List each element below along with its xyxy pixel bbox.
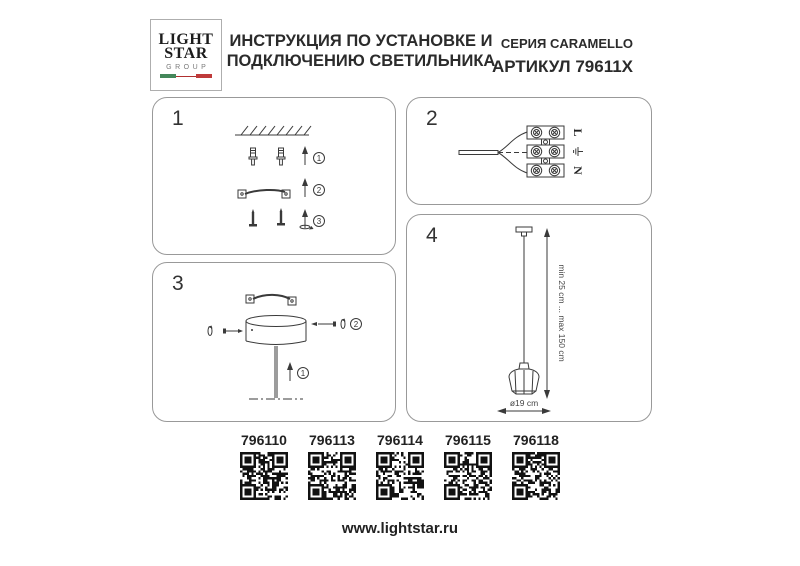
article-code: 796113 bbox=[309, 432, 355, 448]
canopy-icon bbox=[246, 316, 306, 345]
cable-icon bbox=[459, 132, 527, 173]
title-line-1: ИНСТРУКЦИЯ ПО УСТАНОВКЕ И bbox=[229, 32, 493, 50]
qr-code bbox=[240, 452, 288, 500]
ground-symbol-icon bbox=[574, 147, 583, 156]
logo-word-star: STAR bbox=[164, 45, 208, 62]
ceiling-mount-icon bbox=[516, 227, 532, 236]
qr-code bbox=[376, 452, 424, 500]
website-url: www.lightstar.ru bbox=[341, 520, 459, 537]
mounting-bracket-icon bbox=[246, 295, 296, 305]
logo-word-light: LIGHT bbox=[158, 31, 214, 48]
suspension-rod-icon bbox=[275, 346, 277, 398]
diameter-dimension-arrow bbox=[497, 408, 551, 414]
step-2-label: 2 bbox=[316, 185, 322, 195]
live-wire-label: L bbox=[571, 128, 585, 137]
article-item bbox=[369, 432, 431, 505]
diameter-label: ø19 cm bbox=[509, 398, 539, 408]
article-code: 796118 bbox=[513, 432, 559, 448]
logo-word-group: GROUP bbox=[166, 64, 210, 71]
qr-code bbox=[308, 452, 356, 500]
step-panel-1 bbox=[152, 97, 396, 255]
article-label: АРТИКУЛ 79611X bbox=[491, 57, 633, 76]
step-1-label: 1 bbox=[316, 153, 322, 163]
article-code: 796115 bbox=[445, 432, 491, 448]
step-panel-2 bbox=[406, 97, 652, 205]
mounting-bracket-icon bbox=[238, 190, 290, 198]
lamp-shade-icon bbox=[509, 363, 539, 394]
screw-icon bbox=[277, 208, 285, 226]
panel-3-number: 3 bbox=[172, 272, 184, 295]
terminal-screws bbox=[531, 127, 559, 175]
up-arrow-icon bbox=[302, 146, 308, 165]
article-item bbox=[301, 432, 363, 505]
mounting-diagram bbox=[153, 98, 395, 254]
canopy-diagram bbox=[153, 263, 395, 421]
step-panel-3 bbox=[152, 262, 396, 422]
up-arrow-icon bbox=[287, 362, 293, 381]
pendant-dimensions-diagram bbox=[407, 215, 651, 421]
product-info bbox=[492, 36, 633, 77]
lightstar-logo bbox=[150, 19, 222, 91]
side-screw-icon bbox=[311, 319, 346, 329]
wall-anchor-icon bbox=[277, 148, 285, 165]
up-arrow-icon bbox=[302, 178, 308, 197]
step-2-label: 2 bbox=[353, 319, 359, 329]
article-code: 796110 bbox=[241, 432, 287, 448]
step-3-label: 3 bbox=[316, 216, 322, 226]
document-title bbox=[213, 31, 509, 71]
series-label: СЕРИЯ CARAMELLO bbox=[500, 36, 633, 51]
article-item bbox=[437, 432, 499, 505]
step-1-label: 1 bbox=[300, 368, 306, 378]
screw-icon bbox=[249, 209, 257, 227]
neutral-wire-label: N bbox=[571, 166, 585, 175]
panel-1-number: 1 bbox=[172, 107, 184, 130]
ceiling-hatch bbox=[235, 126, 311, 135]
logo-italian-flag bbox=[160, 74, 212, 79]
article-item bbox=[505, 432, 567, 505]
height-dimension-arrow bbox=[544, 228, 550, 399]
screw-in-arrow-icon bbox=[300, 209, 314, 230]
panel-2-number: 2 bbox=[426, 107, 438, 130]
qr-code bbox=[512, 452, 560, 500]
article-list bbox=[233, 432, 567, 505]
wall-anchor-icon bbox=[249, 148, 257, 165]
qr-code bbox=[444, 452, 492, 500]
panel-4-number: 4 bbox=[426, 224, 438, 247]
article-item bbox=[233, 432, 295, 505]
wiring-diagram bbox=[407, 98, 651, 204]
title-line-2: ПОДКЛЮЧЕНИЮ СВЕТИЛЬНИКА bbox=[226, 52, 496, 70]
article-code: 796114 bbox=[377, 432, 423, 448]
height-dimension-label: min 25 cm ... max 150 cm bbox=[557, 264, 567, 362]
terminal-block-icon bbox=[527, 126, 564, 177]
side-screw-icon bbox=[208, 326, 243, 336]
step-panel-4 bbox=[406, 214, 652, 422]
